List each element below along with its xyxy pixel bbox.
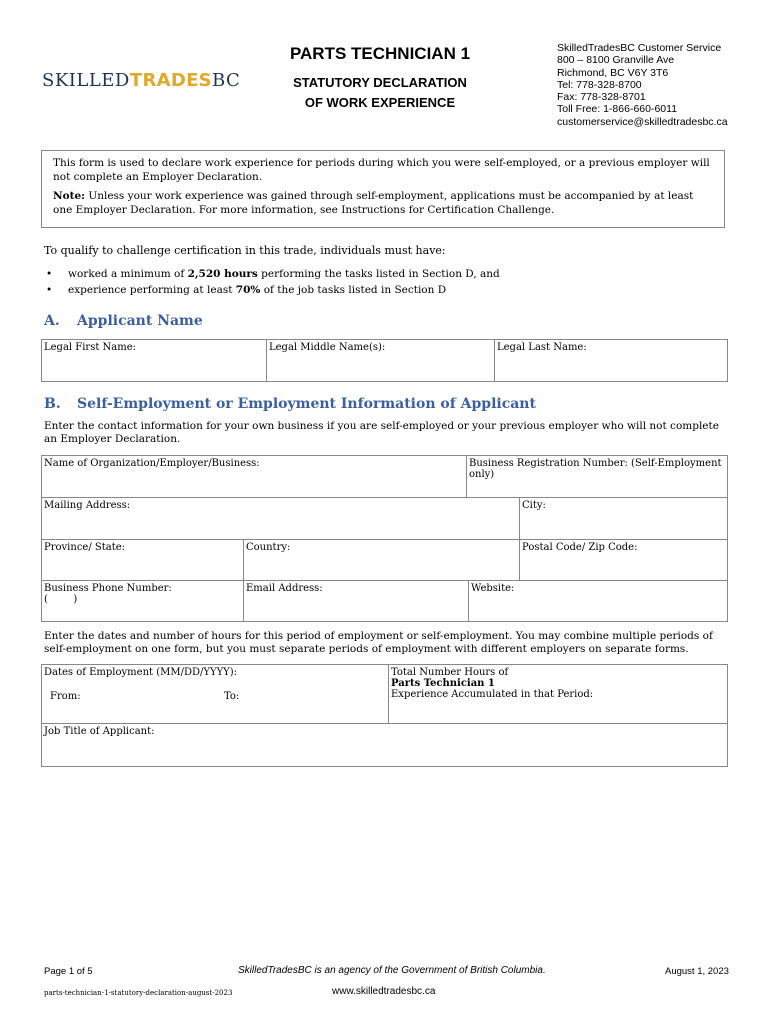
field-label: City: [522,500,546,511]
contact-line: SkilledTradesBC Customer Service [557,42,722,54]
job-title-field[interactable] [41,723,728,767]
contact-line: Richmond, BC V6Y 3T6 [557,66,669,79]
to-label: To: [224,691,240,702]
list-item-text: of the job tasks listed in Section D [260,284,447,296]
field-label: Dates of Employment (MM/DD/YYYY): [44,667,238,678]
label-text: Experience Accumulated in that Period: [391,689,594,700]
dates-of-employment-field[interactable] [41,664,389,724]
field-label: Legal Middle Name(s): [269,342,386,353]
legal-last-name-field[interactable] [494,339,728,382]
contact-email: customerservice@skilledtradesbc.ca [557,115,728,128]
dates-intro: Enter the dates and number of hours for this period of employment or self-employment. You may combine multiple periods of self-employment on one form, but you must separate periods of employment with different employers on separate forms. [44,630,713,655]
section-number: A. [44,313,60,329]
business-phone-field[interactable] [41,580,244,622]
contact-line: Fax: 778-328-8701 [557,91,646,104]
email-address-field[interactable] [243,580,469,622]
postal-code-field[interactable] [519,539,728,581]
footer-date: August 1, 2023 [665,966,729,977]
section-title: Applicant Name [77,313,203,329]
section-a-heading [44,313,203,329]
field-label: Name of Organization/Employer/Business: [44,458,260,469]
field-label [391,667,725,700]
contact-block [557,42,728,128]
contact-line: Tel: 778-328-8700 [557,78,642,91]
qualify-heading: To qualify to challenge certification in this trade, individuals must have: [44,244,446,257]
contact-line: 800 – 8100 Granville Ave [557,54,675,67]
section-b-heading [44,396,536,412]
list-item-text: worked a minimum of [68,268,188,280]
total-hours-field[interactable] [388,664,728,724]
page-number: Page 1 of 5 [44,966,93,977]
section-number: B. [44,396,61,412]
mailing-address-field[interactable] [41,497,520,540]
field-label: Email Address: [246,583,323,594]
field-label: Postal Code/ Zip Code: [522,542,638,553]
field-label: Legal First Name: [44,342,137,353]
organization-name-field[interactable] [41,455,467,498]
list-item [44,266,500,282]
skilledtradesbc-logo [42,70,240,91]
intro-text: This form is used to declare work experience for periods during which you were self-employed, or a previous employer will not complete an Employer Declaration. [53,157,710,183]
label-text: Total Number Hours of [391,667,509,678]
website-field[interactable] [468,580,728,622]
list-item-text: experience performing at least [68,284,236,296]
field-label: Country: [246,542,291,553]
province-state-field[interactable] [41,539,244,581]
note-text: Unless your work experience was gained through self-employment, applications must be accompanied by at least one Employer Declaration. For more information, see Instructions for Certification Challenge. [53,190,694,216]
trade-name: Parts Technician 1 [391,678,495,689]
logo-text-trades: TRADES [129,70,212,91]
logo-text-skilled: SKILLED [42,70,130,91]
country-field[interactable] [243,539,520,581]
contact-line: Toll Free: 1-866-660-6011 [557,103,678,116]
field-label: Website: [471,583,515,594]
form-title: PARTS TECHNICIAN 1 [289,44,471,63]
agency-statement: SkilledTradesBC is an agency of the Government of British Columbia. [238,965,546,976]
list-item-text: performing the tasks listed in Section D, and [257,268,500,280]
intro-info-box [41,150,725,228]
business-registration-field[interactable] [466,455,728,498]
list-item [44,282,500,298]
field-label: Legal Last Name: [497,342,587,353]
field-label: Business Registration Number: (Self-Employment only) [469,458,722,480]
note-label: Note: [53,190,86,202]
field-label: Mailing Address: [44,500,131,511]
from-label: From: [50,691,81,702]
hours-requirement: 2,520 hours [187,268,258,280]
form-subtitle-line1: STATUTORY DECLARATION [293,75,467,90]
form-subtitle-line2: OF WORK EXPERIENCE [304,95,456,110]
city-field[interactable] [519,497,728,540]
footer-website-link[interactable]: www.skilledtradesbc.ca [332,986,436,997]
percent-requirement: 70% [235,284,261,296]
section-b-intro: Enter the contact information for your own business if you are self-employed or your previous employer who will not complete an Employer Declaration. [44,420,719,445]
legal-first-name-field[interactable] [41,339,267,382]
legal-middle-name-field[interactable] [266,339,495,382]
section-title: Self-Employment or Employment Information of Applicant [77,396,536,412]
field-label: Province/ State: [44,542,126,553]
logo-text-bc: BC [211,70,241,91]
footer-filename: parts-technician-1-statutory-declaration-august-2023 [44,989,233,997]
phone-area-code: ( ) [44,594,78,605]
field-label: Business Phone Number: [44,583,172,594]
qualify-list [44,266,500,298]
field-label: Job Title of Applicant: [44,726,155,737]
intro-note [53,189,713,217]
